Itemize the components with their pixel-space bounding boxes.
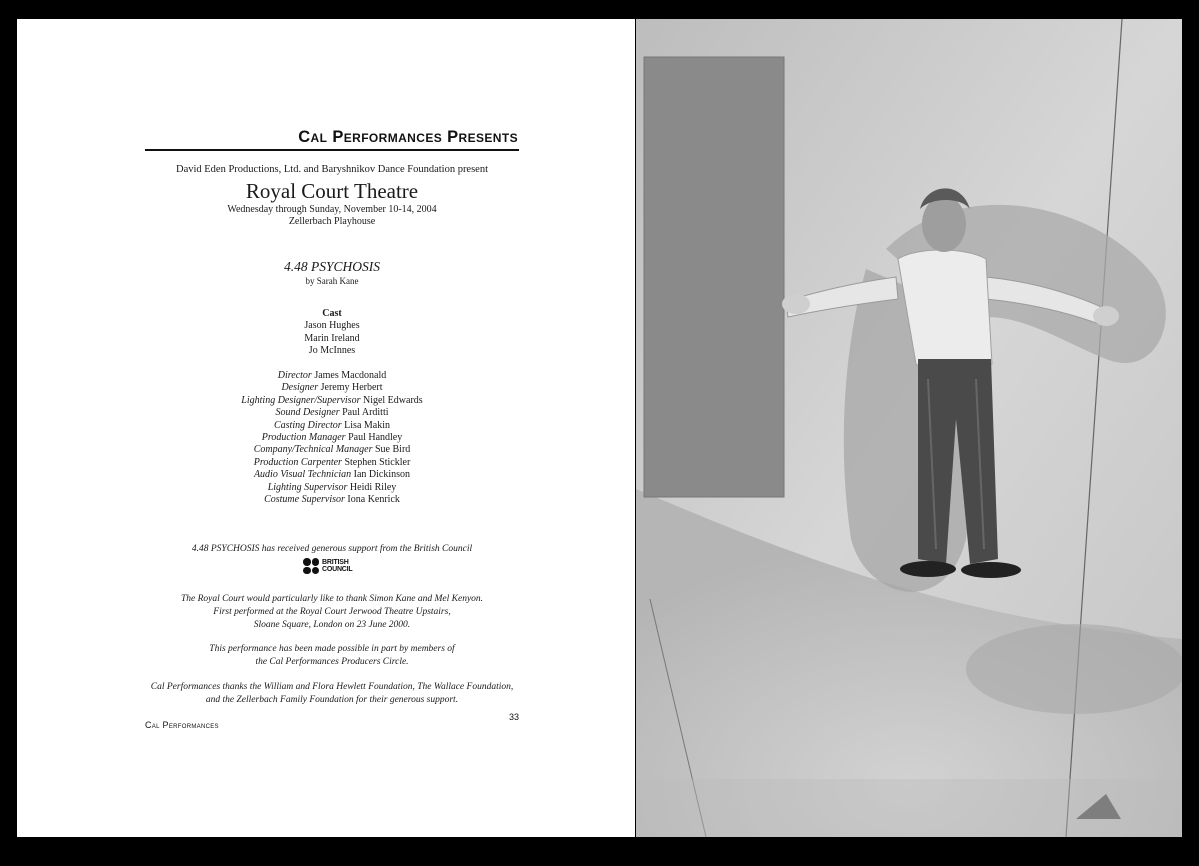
credit-role: Audio Visual Technician: [253, 469, 352, 481]
council-wordmark: BRITISH COUNCIL: [322, 558, 353, 573]
credit-line: [145, 469, 519, 481]
cast-list: [145, 320, 519, 358]
producers-note: This performance has been made possible in part by members of the Cal Performances Producers Circle.: [209, 644, 455, 667]
credit-name: James Macdonald: [314, 370, 387, 381]
council-dots-icon: [303, 558, 319, 574]
credit-name: Lisa Makin: [344, 419, 390, 431]
cast-heading: Cast: [322, 308, 342, 319]
credit-role: Costume Supervisor: [264, 494, 345, 506]
credit-line: [145, 432, 519, 444]
program-page: [17, 19, 635, 837]
credit-name: Nigel Edwards: [362, 394, 423, 406]
credits-list: [145, 370, 519, 506]
credit-role: Lighting Supervisor: [267, 481, 348, 493]
support-note: 4.48 PSYCHOSIS has received generous support from the British Council: [191, 544, 473, 554]
photo-page: [636, 19, 1182, 837]
foundations-note: Cal Performances thanks the William and Flora Hewlett Foundation, The Wallace Foundation, and the Zellerbach Family Foundation for their generous support.: [150, 682, 514, 705]
cast-member: Jo McInnes: [308, 345, 356, 357]
presenters-line: David Eden Productions, Ltd. and Baryshnikov Dance Foundation present: [175, 164, 489, 175]
credit-name: Paul Arditti: [342, 407, 389, 419]
credit-line: [145, 395, 519, 407]
credit-line: [145, 382, 519, 394]
play-title: 4.48 PSYCHOSIS: [283, 259, 380, 274]
performance-venue: Zellerbach Playhouse: [288, 216, 376, 227]
credit-name: Stephen Stickler: [344, 456, 411, 468]
page-header-title: Cal Performances Presents: [298, 128, 518, 146]
credit-line: [145, 420, 519, 432]
credit-role: Sound Designer: [275, 407, 340, 419]
credit-name: Jeremy Herbert: [320, 382, 383, 394]
cast-member: Jason Hughes: [304, 320, 360, 331]
credit-name: Iona Kenrick: [347, 494, 400, 506]
thanks-note: The Royal Court would particularly like to thank Simon Kane and Mel Kenyon. First performed at the Royal Court Jerwood Theatre Upstairs, Sloane Square, London on 23 June 2000.: [180, 594, 484, 630]
page-number: 33: [508, 712, 519, 722]
cast-member: Marin Ireland: [304, 332, 360, 344]
credit-line: [145, 444, 519, 456]
credit-line: [145, 457, 519, 469]
play-author: by Sarah Kane: [305, 276, 359, 286]
credit-role: Designer: [281, 382, 319, 394]
company-title: Royal Court Theatre: [245, 179, 419, 203]
footer-label: Cal Performances: [145, 720, 219, 730]
credit-role: Company/Technical Manager: [253, 444, 373, 456]
performance-info: [145, 204, 519, 228]
credit-role: Lighting Designer/Supervisor: [241, 394, 361, 406]
performer-photo: [636, 19, 1182, 837]
performance-dates: Wednesday through Sunday, November 10-14, 2004: [227, 204, 437, 215]
credit-role: Production Carpenter: [253, 456, 342, 468]
header-rule: [145, 149, 519, 151]
credit-role: Production Manager: [261, 432, 346, 444]
credit-name: Paul Handley: [348, 432, 403, 444]
british-council-logo: [303, 558, 353, 574]
credit-name: Sue Bird: [375, 444, 411, 456]
credit-line: [145, 494, 519, 506]
credit-name: Heidi Riley: [349, 481, 397, 493]
credit-role: Director: [277, 370, 312, 381]
credit-role: Casting Director: [273, 419, 342, 431]
credit-line: [145, 482, 519, 494]
credit-line: [145, 370, 519, 382]
credit-line: [145, 407, 519, 419]
credit-name: Ian Dickinson: [353, 469, 411, 481]
